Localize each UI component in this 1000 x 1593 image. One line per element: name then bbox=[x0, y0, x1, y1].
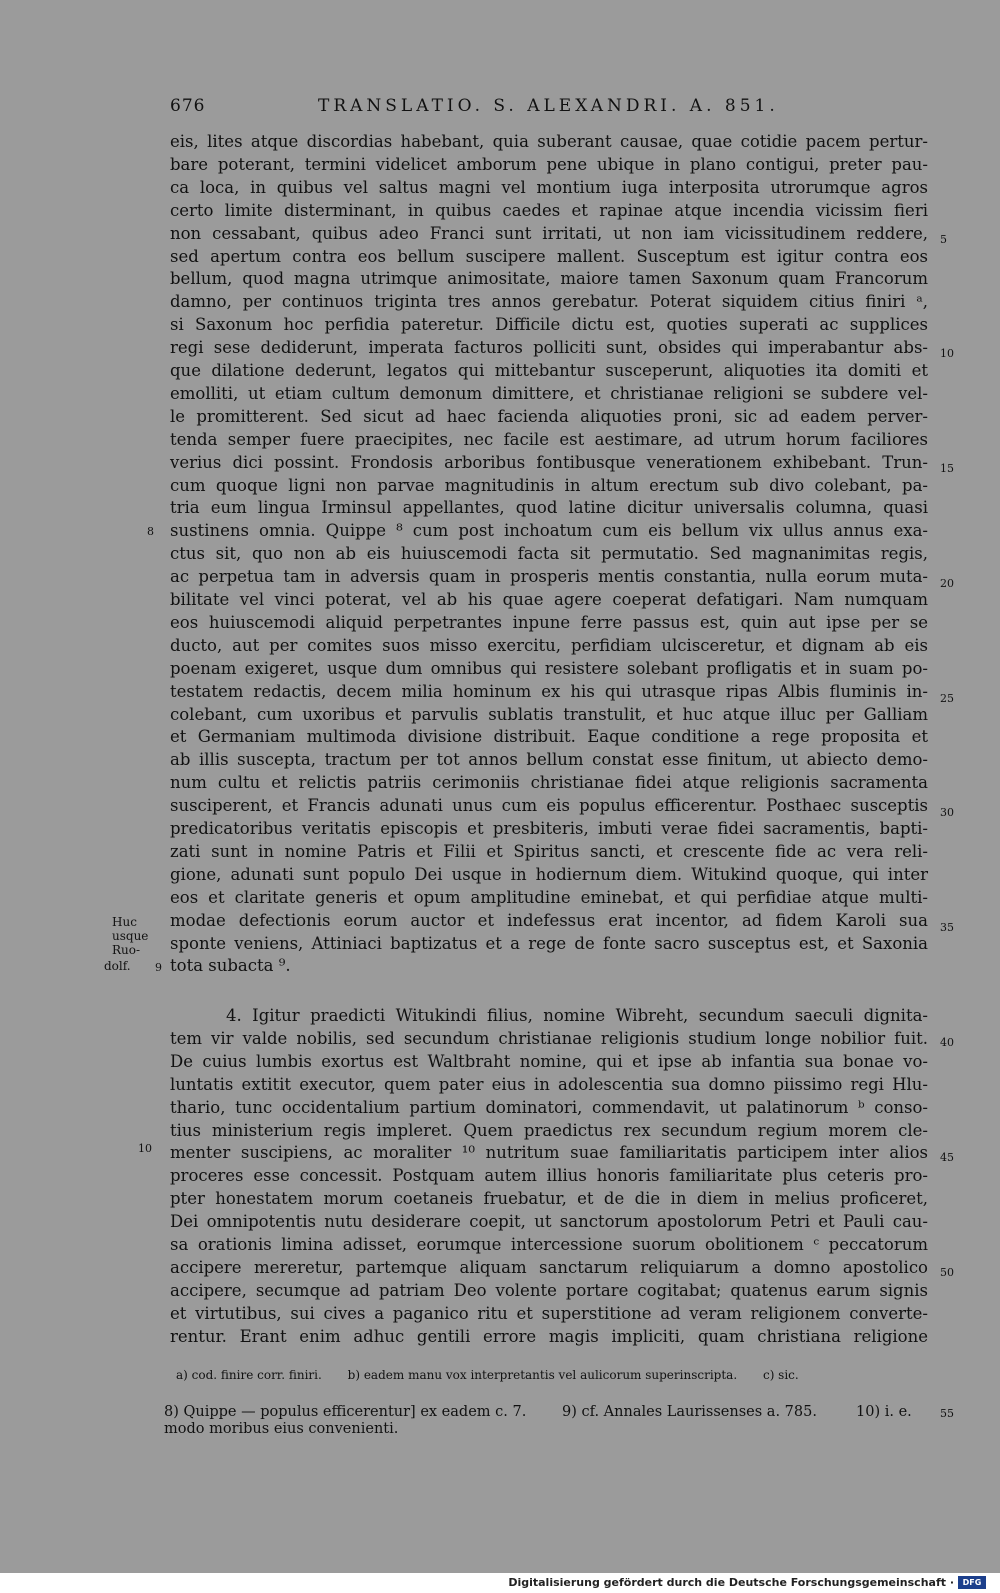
text-line: eos huiuscemodi aliquid perpetrantes inpune ferre passus est, quin aut ipse per se bbox=[170, 612, 928, 632]
text-line: rentur. Erant enim adhuc gentili errore magis impliciti, quam christiana religione bbox=[170, 1326, 928, 1346]
text-line: bellum, quod magna utrimque animositate, maiore tamen Saxonum quam Francorum bbox=[170, 269, 928, 289]
text-line: si Saxonum hoc perfidia pateretur. Difficile dictu est, quoties superati ac supplices bbox=[170, 315, 928, 335]
text-line: sed apertum contra eos bellum suscipere mallent. Susceptum est igitur contra eos bbox=[170, 246, 928, 266]
text-line: tota subacta ⁹. bbox=[170, 956, 291, 976]
margin-note-usque: usque bbox=[112, 929, 149, 943]
text-line: et Germaniam multimoda divisione distribuit. Eaque conditione a rege proposita et bbox=[170, 727, 928, 747]
dfg-credit-bar bbox=[0, 1573, 1000, 1593]
text-line: emolliti, ut etiam cultum demonum dimittere, et christianae religioni se subdere vel- bbox=[170, 383, 928, 403]
text-line: eos et claritate generis et opum amplitudine eminebat, et qui perfidiae atque multi- bbox=[170, 887, 928, 907]
text-line: luntatis extitit executor, quem pater eius in adolescentia sua domno piissimo regi Hlu- bbox=[170, 1074, 928, 1094]
text-line: certo limite disterminant, in quibus caedes et rapinae atque incendia vicissim fieri bbox=[170, 200, 928, 220]
text-line: ctus sit, quo non ab eis huiuscemodi facta sit permutatio. Sed magnanimitas regis, bbox=[170, 544, 928, 564]
margin-note-9: 9 bbox=[155, 961, 162, 974]
line-number: 15 bbox=[940, 462, 954, 475]
text-line: De cuius lumbis exortus est Waltbraht nomine, qui et ipse ab infantia sua bonae vo- bbox=[170, 1051, 928, 1071]
margin-note-ruo: Ruo- bbox=[112, 943, 141, 957]
text-line: verius dici possint. Frondosis arboribus fontibusque venerationem exhibebant. Trun- bbox=[170, 452, 928, 472]
footnote-10-continuation bbox=[164, 1421, 928, 1441]
apparatus-note-c: c) sic. bbox=[762, 1368, 799, 1382]
text-line: tius ministerium regis impleret. Quem praedictus rex secundum regium morem cle- bbox=[170, 1120, 928, 1140]
footnote-10-text: modo moribus eius convenienti. bbox=[164, 1421, 399, 1437]
text-line: et virtutibus, sui cives a paganico ritu et superstitione ad veram religionem converte- bbox=[170, 1303, 928, 1323]
text-line: sa orationis limina adisset, eorumque intercessione suorum obolitionem ᶜ peccatorum bbox=[170, 1235, 928, 1254]
dfg-logo: DFG bbox=[958, 1576, 986, 1589]
apparatus-note-b: b) eadem manu vox interpretantis vel aulicorum superinscripta. bbox=[347, 1368, 738, 1382]
text-line: cum quoque ligni non parvae magnitudinis in altum erectum sub divo colebant, pa- bbox=[170, 475, 928, 495]
text-line: ac perpetua tam in adversis quam in prosperis mentis constantia, nulla eorum muta- bbox=[170, 567, 928, 587]
text-line: accipere mereretur, partemque aliquam sanctarum reliquiarum a domno apostolico bbox=[170, 1257, 928, 1277]
text-line: tenda semper fuere praecipites, nec facile est aestimare, ad utrum horum faciliores bbox=[170, 429, 928, 449]
text-line: que dilatione dederunt, legatos qui mittebantur susceperunt, aliquoties ita domiti et bbox=[170, 361, 928, 380]
footnote-10: 10) i. e. bbox=[856, 1404, 912, 1420]
text-line: eis, lites atque discordias habebant, quia suberant causae, quae cotidie pacem pertur- bbox=[170, 132, 928, 151]
text-line: regi sese dediderunt, imperata facturos polliciti sunt, obsides qui imperabantur abs- bbox=[170, 338, 928, 358]
line-number: 50 bbox=[940, 1266, 954, 1279]
margin-note-huc: Huc bbox=[112, 915, 137, 929]
dfg-credit: Digitalisierung gefördert durch die Deutsche Forschungsgemeinschaft · bbox=[508, 1576, 954, 1589]
line-number: 25 bbox=[940, 692, 954, 705]
apparatus-note-a: a) cod. finire corr. finiri. bbox=[176, 1368, 322, 1382]
line-number: 20 bbox=[940, 577, 954, 590]
text-line: num cultu et relictis patriis cerimoniis christianae fidei atque religionis sacramenta bbox=[170, 773, 928, 793]
text-line: damno, per continuos triginta tres annos gerebatur. Poterat siquidem citius finiri ᵃ, bbox=[170, 292, 928, 312]
text-line: pter honestatem morum coetaneis fruebatur, et de die in diem in melius proficeret, bbox=[170, 1189, 928, 1209]
text-line: modae defectionis eorum auctor et indefessus erat incentor, ad fidem Karoli sua bbox=[170, 910, 928, 930]
text-line: thario, tunc occidentalium partium dominatori, commendavit, ut palatinorum ᵇ conso- bbox=[170, 1097, 928, 1117]
text-line: Dei omnipotentis nutu desiderare coepit, ut sanctorum apostolorum Petri et Pauli cau- bbox=[170, 1212, 928, 1232]
text-line: testatem redactis, decem milia hominum ex his qui utrasque ripas Albis fluminis in- bbox=[170, 681, 928, 701]
text-line: bare poterant, termini videlicet amborum pene ubique in plano contigui, preter pau- bbox=[170, 154, 928, 174]
line-number: 45 bbox=[940, 1151, 954, 1164]
running-title: TRANSLATIO. S. ALEXANDRI. A. 851. bbox=[318, 96, 779, 116]
line-number: 10 bbox=[940, 347, 954, 360]
text-line: ca loca, in quibus vel saltus magni vel montium iuga interposita utrorumque agros bbox=[170, 177, 928, 197]
margin-note-8: 8 bbox=[147, 525, 154, 538]
line-number: 30 bbox=[940, 806, 954, 819]
text-line: tem vir valde nobilis, sed secundum christianae religionis studium longe nobilior fuit. bbox=[170, 1028, 928, 1048]
margin-note-dolf: dolf. bbox=[104, 959, 131, 973]
line-number: 35 bbox=[940, 921, 954, 934]
line-number: 5 bbox=[940, 233, 947, 246]
text-line: non cessabant, quibus adeo Franci sunt irritati, ut non iam vicissitudinem reddere, bbox=[170, 223, 928, 243]
footnote-9: 9) cf. Annales Laurissenses a. 785. bbox=[562, 1404, 817, 1420]
text-line: susciperent, et Francis adunati unus cum eis populus efficerentur. Posthaec susceptis bbox=[170, 796, 928, 816]
text-line: sponte veniens, Attiniaci baptizatus et a rege de fonte sacro susceptus est, et Saxonia bbox=[170, 933, 928, 953]
text-line: tria eum lingua Irminsul appellantes, quod latine dicitur universalis columna, quasi bbox=[170, 498, 928, 518]
footnote-8: 8) Quippe — populus efficerentur] ex eadem c. 7. bbox=[164, 1404, 527, 1420]
text-line: ducto, aut per comites suos misso exercitu, perfidiam ulcisceretur, et dignam ab eis bbox=[170, 635, 928, 655]
text-line: poenam exigeret, usque dum omnibus qui resistere solebant profligatis et in suam po- bbox=[170, 658, 928, 678]
text-line: menter suscipiens, ac moraliter ¹⁰ nutritum suae familiaritatis participem inter alios bbox=[170, 1143, 928, 1163]
text-line: zati sunt in nomine Patris et Filii et Spiritus sancti, et crescente fide ac vera reli- bbox=[170, 841, 928, 861]
line-number: 40 bbox=[940, 1036, 954, 1049]
text-line: proceres esse concessit. Postquam autem illius honoris familiaritate plus ceteris pro- bbox=[170, 1166, 928, 1186]
text-line: accipere, secumque ad patriam Deo volente portare cogitabat; quatenus earum signis bbox=[170, 1280, 928, 1300]
text-line: 4. Igitur praedicti Witukindi filius, nomine Wibreht, secundum saeculi dignita- bbox=[226, 1006, 928, 1025]
line-number: 55 bbox=[940, 1407, 954, 1420]
text-line: le promitterent. Sed sicut ad haec facienda aliquoties proni, sic ad eadem perver- bbox=[170, 406, 928, 426]
text-line: gione, adunati sunt populo Dei usque in hodiernum diem. Witukind quoque, qui inter bbox=[170, 864, 928, 884]
text-line: bilitate vel vinci poterat, vel ab his quae agere coeperat defatigari. Nam numquam bbox=[170, 590, 928, 609]
page-header bbox=[170, 96, 928, 120]
text-line: sustinens omnia. Quippe ⁸ cum post inchoatum cum eis bellum vix ullus annus exa- bbox=[170, 521, 928, 541]
critical-apparatus bbox=[176, 1368, 821, 1382]
margin-note-10: 10 bbox=[138, 1142, 152, 1155]
page-number: 676 bbox=[170, 96, 206, 116]
text-line: predicatoribus veritatis episcopis et presbiteris, imbuti verae fidei sacramentis, bapti- bbox=[170, 819, 928, 838]
text-line: ab illis suscepta, tractum per tot annos bellum constat esse finitum, ut abiecto demo- bbox=[170, 750, 928, 770]
text-line: colebant, cum uxoribus et parvulis sublatis transtulit, et huc atque illuc per Galliam bbox=[170, 704, 928, 724]
